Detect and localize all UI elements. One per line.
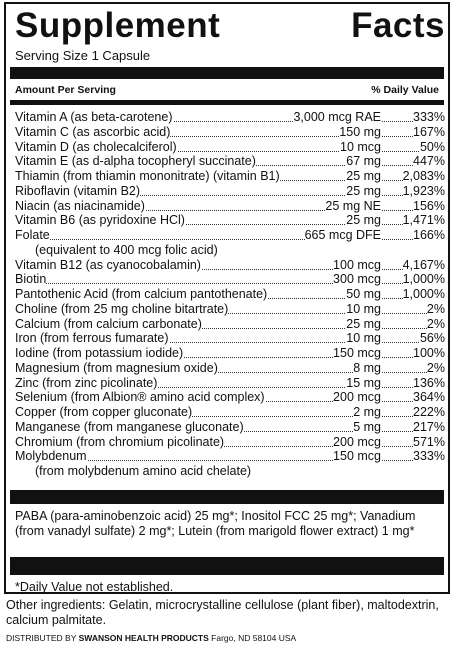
nutrient-row bbox=[15, 199, 445, 214]
nutrient-daily-value: 156% bbox=[413, 198, 445, 213]
nutrient-amount: 100 mcg bbox=[333, 257, 381, 272]
nutrient-amount: 15 mg bbox=[346, 375, 381, 390]
medium-divider bbox=[10, 100, 444, 105]
nutrient-row bbox=[15, 390, 445, 405]
panel-title bbox=[15, 6, 445, 46]
nutrient-daily-value: 1,000% bbox=[402, 287, 445, 301]
nutrient-row bbox=[15, 302, 445, 317]
nutrient-amount: 150 mcg bbox=[333, 449, 381, 464]
nutrient-daily-value: 364% bbox=[413, 390, 445, 405]
supplement-facts-panel bbox=[4, 2, 450, 594]
nutrient-row bbox=[15, 464, 445, 479]
nutrient-daily-value: 2% bbox=[426, 316, 445, 331]
nutrient-amount: 25 mg NE bbox=[325, 198, 381, 213]
nutrient-daily-value: 333% bbox=[413, 449, 445, 464]
nutrient-amount: 5 mg bbox=[353, 419, 381, 434]
nutrient-amount: 25 mg bbox=[346, 183, 381, 198]
nutrient-daily-value: 222% bbox=[413, 405, 445, 419]
title-right: Facts bbox=[351, 6, 445, 45]
nutrient-amount: 200 mcg bbox=[333, 390, 381, 405]
nutrient-daily-value: 571% bbox=[413, 434, 445, 449]
nutrient-row bbox=[15, 287, 445, 302]
nutrient-row bbox=[15, 169, 445, 184]
nutrient-daily-value: 333% bbox=[413, 110, 445, 124]
nutrient-name: Folate bbox=[15, 228, 50, 242]
nutrient-daily-value: 2% bbox=[426, 360, 445, 375]
nutrient-list bbox=[15, 110, 445, 479]
nutrient-name: Niacin (as niacinamide) bbox=[15, 198, 145, 213]
nutrient-name: Vitamin D (as cholecalciferol) bbox=[15, 139, 177, 154]
nutrient-row bbox=[15, 405, 445, 420]
nutrient-row bbox=[15, 125, 445, 140]
nutrient-daily-value: 1,923% bbox=[402, 183, 445, 198]
nutrient-name: Riboflavin (vitamin B2) bbox=[15, 183, 141, 198]
nutrient-name: Vitamin B12 (as cyanocobalamin) bbox=[15, 257, 201, 272]
distributor-prefix: DISTRIBUTED BY bbox=[6, 633, 77, 643]
nutrient-daily-value: 217% bbox=[413, 419, 445, 434]
nutrient-amount: 150 mcg bbox=[333, 346, 381, 360]
nutrient-row bbox=[15, 346, 445, 361]
nutrient-row bbox=[15, 317, 445, 332]
distributor-address: Fargo, ND 58104 USA bbox=[211, 633, 297, 643]
nutrient-amount: 10 mg bbox=[346, 331, 381, 346]
nutrient-name: Vitamin B6 (as pyridoxine HCl) bbox=[15, 213, 185, 228]
nutrient-row bbox=[15, 213, 445, 228]
nutrient-name: Selenium (from Albion® amino acid complex) bbox=[15, 390, 265, 405]
nutrient-row bbox=[15, 258, 445, 273]
nutrient-amount: 10 mcg bbox=[340, 139, 381, 154]
nutrient-daily-value: 2% bbox=[426, 301, 445, 316]
nutrient-name: Iron (from ferrous fumarate) bbox=[15, 331, 169, 346]
nutrient-amount: 50 mg bbox=[346, 287, 381, 301]
nutrient-name: Vitamin C (as ascorbic acid) bbox=[15, 124, 171, 139]
nutrient-name: Pantothenic Acid (from calcium pantothenate) bbox=[15, 287, 268, 301]
nutrient-name: Manganese (from manganese gluconate) bbox=[15, 419, 244, 434]
nutrient-name: Biotin bbox=[15, 272, 47, 287]
nutrient-daily-value: 2,083% bbox=[402, 169, 445, 183]
nutrient-daily-value: 56% bbox=[419, 331, 445, 346]
nutrient-amount: 2 mg bbox=[353, 405, 381, 419]
nutrient-row bbox=[15, 272, 445, 287]
nutrient-amount: 300 mcg bbox=[333, 272, 381, 287]
nutrient-amount: 200 mcg bbox=[333, 434, 381, 449]
nutrient-row bbox=[15, 228, 445, 243]
distributor-line bbox=[6, 633, 296, 643]
thick-divider bbox=[10, 67, 444, 79]
title-left: Supplement bbox=[15, 6, 221, 45]
column-header bbox=[15, 84, 439, 96]
nutrient-daily-value: 167% bbox=[413, 124, 445, 139]
nutrient-row bbox=[15, 435, 445, 450]
nutrient-row bbox=[15, 140, 445, 155]
nutrient-name: (equivalent to 400 mcg folic acid) bbox=[35, 242, 218, 257]
nutrient-amount: 25 mg bbox=[346, 169, 381, 183]
nutrient-amount: 25 mg bbox=[346, 316, 381, 331]
other-ingredients: Other ingredients: Gelatin, microcrystalline cellulose (plant fiber), maltodextrin, calcium palmitate. bbox=[6, 598, 439, 627]
nutrient-daily-value: 4,167% bbox=[402, 257, 445, 272]
nutrient-name: Vitamin E (as d-alpha tocopheryl succinate) bbox=[15, 154, 256, 169]
nutrient-daily-value: 136% bbox=[413, 375, 445, 390]
nutrient-amount: 25 mg bbox=[346, 213, 381, 228]
nutrient-amount: 3,000 mcg RAE bbox=[293, 110, 381, 124]
nutrient-row bbox=[15, 361, 445, 376]
serving-size: Serving Size 1 Capsule bbox=[15, 48, 151, 63]
nutrient-row bbox=[15, 331, 445, 346]
nutrient-amount: 67 mg bbox=[346, 154, 381, 169]
distributor-name: SWANSON HEALTH PRODUCTS bbox=[78, 633, 209, 643]
nutrient-amount: 150 mg bbox=[339, 124, 381, 139]
nutrient-row bbox=[15, 184, 445, 199]
nutrient-name: Calcium (from calcium carbonate) bbox=[15, 316, 202, 331]
nutrient-row bbox=[15, 420, 445, 435]
nutrient-name: Thiamin (from thiamin mononitrate) (vitamin B1) bbox=[15, 169, 280, 183]
nutrient-name: Chromium (from chromium picolinate) bbox=[15, 434, 225, 449]
nutrient-name: Choline (from 25 mg choline bitartrate) bbox=[15, 301, 229, 316]
nutrient-amount: 10 mg bbox=[346, 301, 381, 316]
nutrient-name: Magnesium (from magnesium oxide) bbox=[15, 360, 218, 375]
nutrient-name: (from molybdenum amino acid chelate) bbox=[35, 464, 252, 478]
nutrient-name: Zinc (from zinc picolinate) bbox=[15, 375, 158, 390]
nutrient-daily-value: 1,000% bbox=[402, 272, 445, 287]
thick-divider-2 bbox=[10, 490, 444, 504]
nutrient-daily-value: 1,471% bbox=[402, 213, 445, 228]
footnote: *Daily Value not established. bbox=[15, 580, 174, 594]
nutrient-amount: 665 mcg DFE bbox=[304, 228, 381, 242]
thick-divider-3 bbox=[10, 557, 444, 575]
extra-ingredients: PABA (para-aminobenzoic acid) 25 mg*; Inositol FCC 25 mg*; Vanadium (from vanadyl sulfate) 2 mg*; Lutein (from marigold flower extract) 1 mg* bbox=[15, 509, 416, 538]
nutrient-row bbox=[15, 110, 445, 125]
nutrient-row bbox=[15, 449, 445, 464]
nutrient-row bbox=[15, 154, 445, 169]
nutrient-row bbox=[15, 243, 445, 258]
header-daily-value: % Daily Value bbox=[371, 84, 439, 96]
nutrient-daily-value: 447% bbox=[413, 154, 445, 169]
nutrient-name: Molybdenum bbox=[15, 449, 87, 464]
nutrient-daily-value: 50% bbox=[419, 139, 445, 154]
nutrient-row bbox=[15, 376, 445, 391]
nutrient-daily-value: 166% bbox=[413, 228, 445, 242]
nutrient-name: Copper (from copper gluconate) bbox=[15, 405, 193, 419]
nutrient-name: Iodine (from potassium iodide) bbox=[15, 346, 184, 360]
header-amount: Amount Per Serving bbox=[15, 84, 116, 96]
nutrient-name: Vitamin A (as beta-carotene) bbox=[15, 110, 173, 124]
nutrient-daily-value: 100% bbox=[413, 346, 445, 360]
nutrient-amount: 8 mg bbox=[353, 360, 381, 375]
